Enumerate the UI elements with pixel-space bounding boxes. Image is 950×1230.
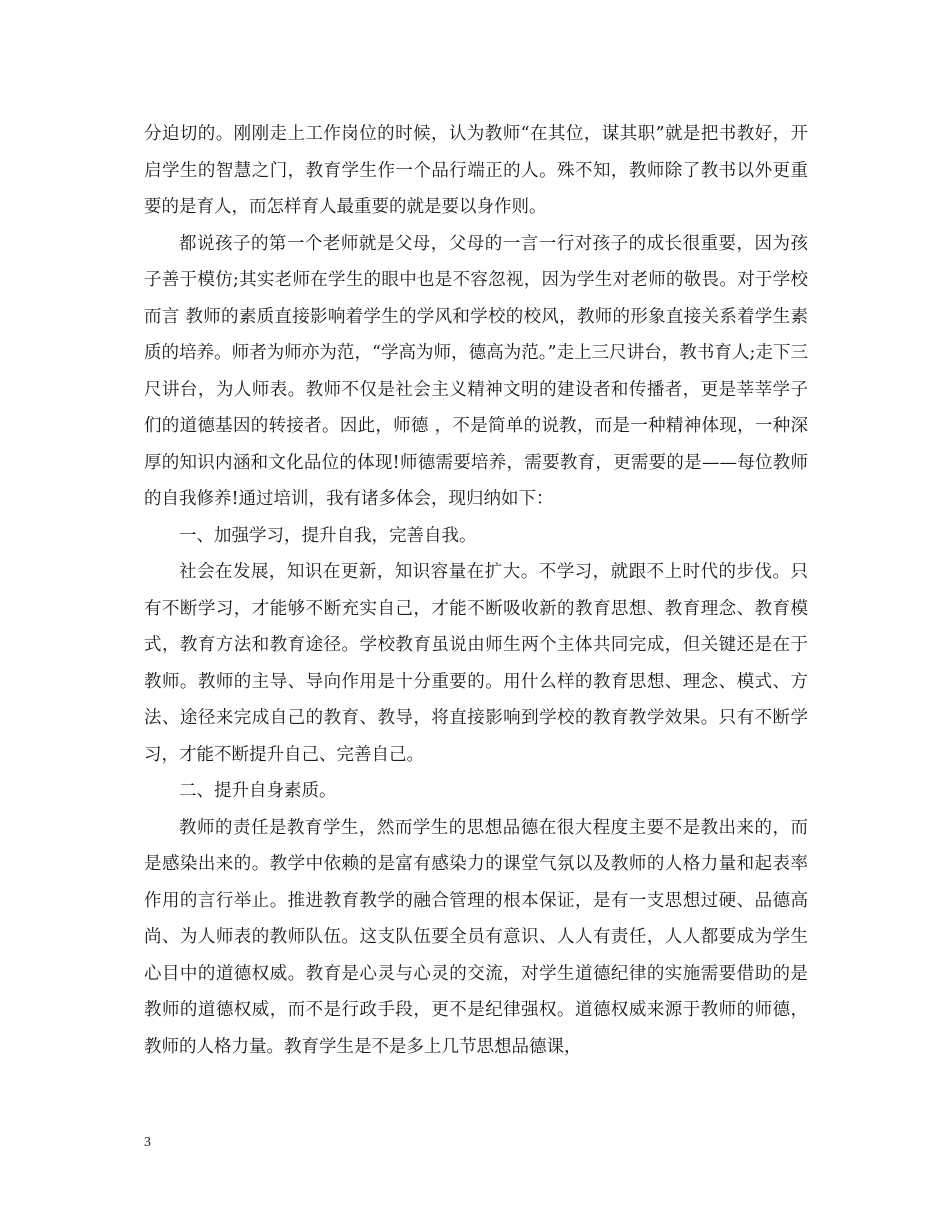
- section-heading-1: 一、加强学习，提升自我，完善自我。: [179, 525, 477, 546]
- paragraph-learning: 社会在发展，知识在更新，知识容量在扩大。不学习，就跟不上时代的步伐。只有不断学习，才能够不断充实自己，才能不断吸收新的教育思想、教育理念、教育模式，教育方法和教育途径。学校教育虽说由师生两个主体共同完成，但关键还是在于教师。教师的主导、导向作用是十分重要的。用什么样的教育思想、理念、模式、方法、途径来完成自己的教育、教导，将直接影响到学校的教育教学效果。只有不断学习，才能不断提升自己、完善自己。: [144, 562, 808, 765]
- paragraph-continuation: 分迫切的。刚刚走上工作岗位的时候，认为教师“在其位，谋其职”就是把书教好，开启学生的智慧之门，教育学生作一个品行端正的人。殊不知，教师除了教书以外更重要的是育人，而怎样育人最重要的就是要以身作则。: [144, 124, 808, 217]
- document-body: [144, 116, 808, 1065]
- page-number: 3: [144, 1135, 151, 1150]
- paragraph-role-model: 都说孩子的第一个老师就是父母，父母的一言一行对孩子的成长很重要，因为孩子善于模仿;其实老师在学生的眼中也是不容忽视，因为学生对老师的敬畏。对于学校而言 教师的素质直接影响着学生的学风和学校的校风，教师的形象直接关系着学生素质的培养。师者为师亦为范，“学高为师，德高为范。”走上三尺讲台，教书育人;走下三尺讲台，为人师表。教师不仅是社会主义精神文明的建设者和传播者，更是莘莘学子们的道德基因的转接者。因此，师德 ，不是简单的说教，而是一种精神体现，一种深厚的知识内涵和文化品位的体现!师德需要培养，需要教育，更需要的是——每位教师的自我修养!通过培训，我有诸多体会，现归纳如下：: [144, 233, 808, 509]
- section-heading-2: 二、提升自身素质。: [179, 781, 337, 801]
- paragraph-quality: 教师的责任是教育学生，然而学生的思想品德在很大程度主要不是教出来的，而是感染出来的。教学中依赖的是富有感染力的课堂气氛以及教师的人格力量和起表率作用的言行举止。推进教育教学的融合管理的根本保证，是有一支思想过硬、品德高尚、为人师表的教师队伍。这支队伍要全员有意识、人人有责任，人人都要成为学生心目中的道德权威。教育是心灵与心灵的交流，对学生道德纪律的实施需要借助的是教师的道德权威，而不是行政手段，更不是纪律强权。道德权威来源于教师的师德，教师的人格力量。教育学生是不是多上几节思想品德课，: [144, 817, 808, 1057]
